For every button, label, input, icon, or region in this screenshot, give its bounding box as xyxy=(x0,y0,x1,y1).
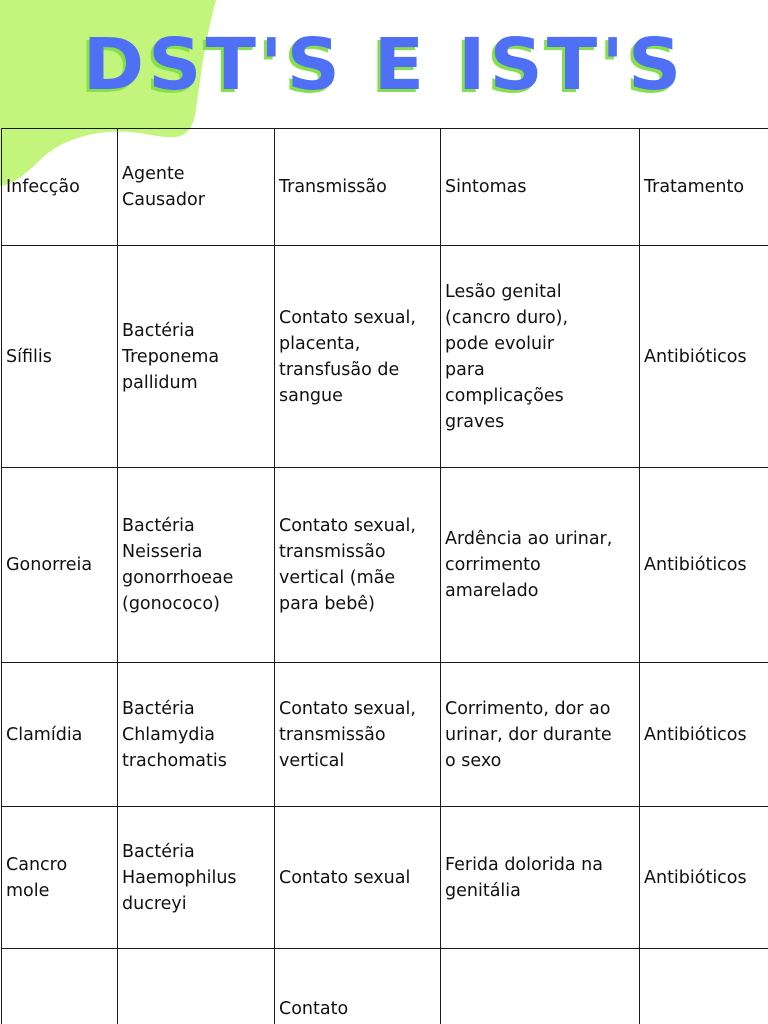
cell-agente: Bactéria Haemophilus ducreyi xyxy=(118,807,275,949)
cell-transmissao: Contato sexual, transmissão vertical (mãe para bebê) xyxy=(275,468,441,663)
cell-infeccao: Clamídia xyxy=(2,663,118,807)
header-transmissao: Transmissão xyxy=(275,129,441,246)
cell-agente: Bactéria Treponema pallidum xyxy=(118,246,275,468)
cell-transmissao: Contato sexual, transmissão vertical xyxy=(275,663,441,807)
header-tratamento: Tratamento xyxy=(640,129,768,246)
cell-sintomas xyxy=(441,949,640,1024)
cell-infeccao: Gonorreia xyxy=(2,468,118,663)
table-row xyxy=(2,663,768,807)
cell-infeccao: Cancro mole xyxy=(2,807,118,949)
table-row xyxy=(2,949,768,1024)
page-title-text: DST'S E IST'S xyxy=(82,23,686,107)
cell-infeccao xyxy=(2,949,118,1024)
cell-agente: Bactéria Neisseria gonorrhoeae (gonococo) xyxy=(118,468,275,663)
table-row xyxy=(2,807,768,949)
cell-agente xyxy=(118,949,275,1024)
table-row xyxy=(2,246,768,468)
cell-agente: Bactéria Chlamydia trachomatis xyxy=(118,663,275,807)
header-infeccao: Infecção xyxy=(2,129,118,246)
cell-tratamento: Antibióticos xyxy=(640,468,768,663)
table-row xyxy=(2,468,768,663)
cell-tratamento: Antibióticos xyxy=(640,663,768,807)
cell-sintomas: Lesão genital (cancro duro), pode evoluir para complicações graves xyxy=(441,246,640,468)
cell-transmissao: Contato xyxy=(275,949,441,1024)
std-table xyxy=(1,128,768,1024)
cell-tratamento: Antibióticos xyxy=(640,246,768,468)
cell-tratamento xyxy=(640,949,768,1024)
table-header-row xyxy=(2,129,768,246)
page-title xyxy=(0,23,768,107)
cell-transmissao: Contato sexual xyxy=(275,807,441,949)
cell-tratamento: Antibióticos xyxy=(640,807,768,949)
cell-sintomas: Ferida dolorida na genitália xyxy=(441,807,640,949)
header-sintomas: Sintomas xyxy=(441,129,640,246)
cell-sintomas: Ardência ao urinar, corrimento amarelado xyxy=(441,468,640,663)
cell-infeccao: Sífilis xyxy=(2,246,118,468)
cell-sintomas: Corrimento, dor ao urinar, dor durante o sexo xyxy=(441,663,640,807)
cell-transmissao: Contato sexual, placenta, transfusão de sangue xyxy=(275,246,441,468)
header-agente-causador: Agente Causador xyxy=(118,129,275,246)
